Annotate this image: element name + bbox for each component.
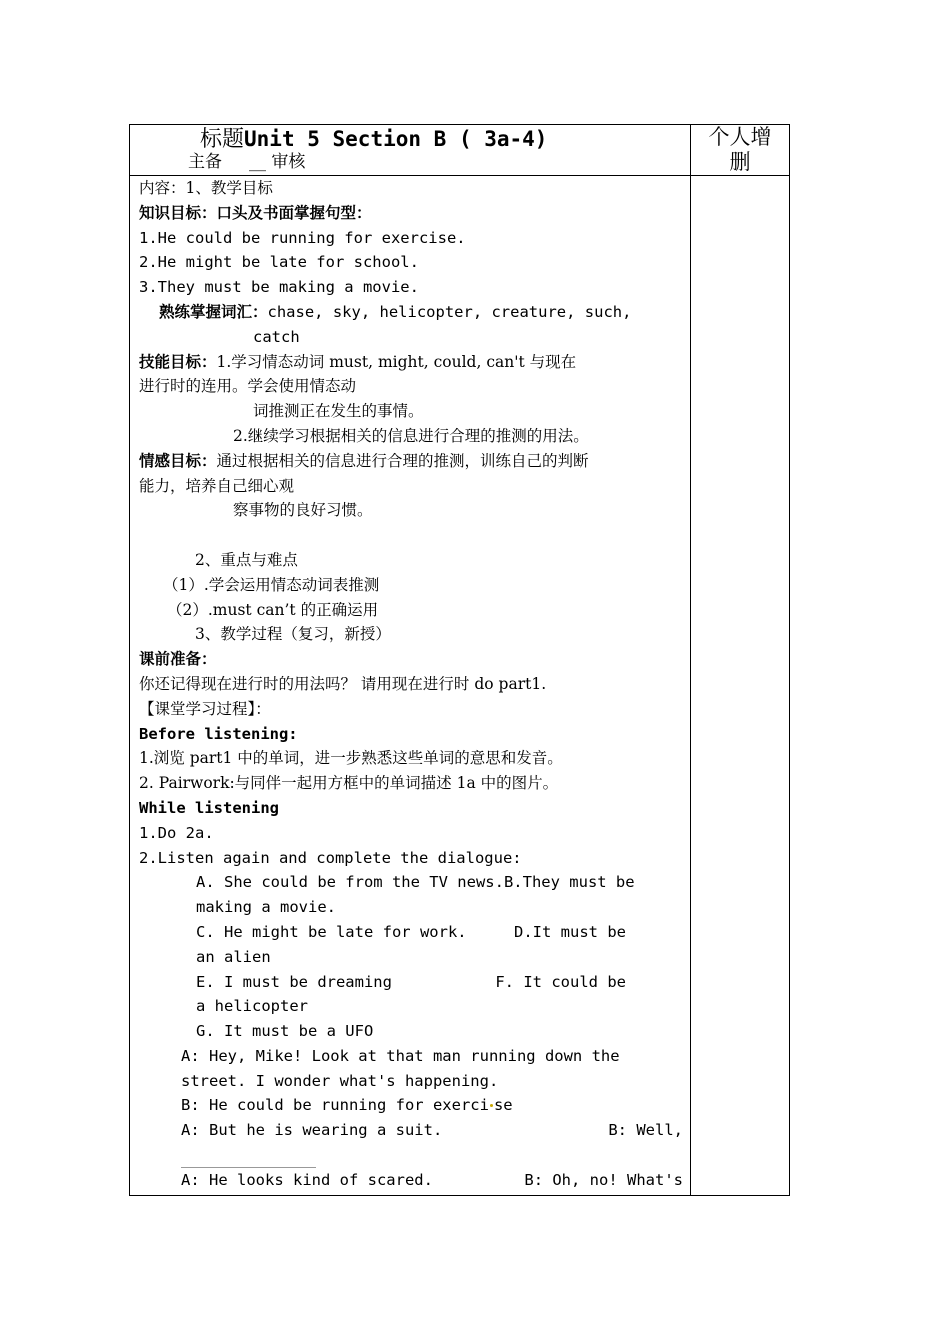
before-listening-2: 2. Pairwork:与同伴一起用方框中的单词描述 1a 中的图片。 (139, 774, 559, 793)
lesson-content (139, 176, 683, 1193)
dialogue-line-3-text: B: He could be running for exerci (181, 1096, 489, 1115)
dialogue-line-5-a: A: He looks kind of scared. (181, 1170, 433, 1189)
lesson-plan-table (129, 124, 790, 1196)
personal-edit-column-header (690, 125, 790, 175)
class-process-heading: 【课堂学习过程】： (139, 699, 271, 718)
answer-blank[interactable] (181, 1151, 316, 1168)
while-listening-2: 2.Listen again and complete the dialogue: (139, 848, 522, 867)
vocabulary-words-cont: catch (253, 327, 300, 346)
dialogue-line-3-end: se (493, 1096, 513, 1115)
option-e-f (139, 970, 626, 995)
option-d-cont: an alien (196, 947, 271, 966)
dialogue-line-2: street. I wonder what's happening. (181, 1071, 499, 1090)
sentence-3: 3.They must be making a movie. (139, 278, 419, 297)
emotion-goal-line (139, 449, 683, 474)
content-heading: 内容：1、教学目标 (139, 179, 273, 197)
dialogue-line-5 (139, 1168, 683, 1193)
skill-goal-label: 技能目标： (139, 351, 217, 371)
option-a: A. She could be from the TV news. (196, 873, 504, 892)
key-points-heading: 2、重点与难点 (195, 550, 298, 569)
skill-goal-cont-2: 词推测正在发生的事情。 (253, 402, 424, 421)
dialogue-blank-line (139, 1143, 683, 1168)
option-c-d (139, 920, 626, 945)
sentence-1: 1.He could be running for exercise. (139, 228, 466, 247)
dialogue-line-4-b: B: Well, (608, 1121, 683, 1140)
blank-line (139, 523, 683, 548)
column-divider (690, 125, 691, 1195)
skill-goal-2: 2.继续学习根据相关的信息进行合理的推测的用法。 (233, 426, 589, 445)
before-listening-heading: Before listening: (139, 724, 298, 743)
option-f-cont: a helicopter (196, 997, 308, 1016)
dialogue-line-3 (139, 1093, 683, 1118)
option-d: D.It must be (514, 922, 626, 941)
dialogue-line-5-b: B: Oh, no! What's (524, 1170, 683, 1189)
option-e: E. I must be dreaming (196, 972, 392, 991)
emotion-goal-cont-2: 察事物的良好习惯。 (233, 501, 373, 520)
while-listening-heading: While listening (139, 798, 279, 817)
side-label-line-1: 个人增 (708, 125, 772, 149)
option-b-cont: making a movie. (196, 898, 336, 917)
process-heading: 3、教学过程（复习，新授） (195, 625, 391, 644)
key-point-1: （1）.学会运用情态动词表推测 (163, 575, 380, 594)
title-prefix: 标题 (200, 127, 245, 152)
dialogue-line-4 (139, 1118, 683, 1143)
dialogue-line-4-a: A: But he is wearing a suit. (181, 1121, 443, 1140)
preparation-question: 你还记得现在进行时的用法吗？ 请用现在进行时 do part1. (139, 674, 547, 693)
side-label-line-2: 删 (729, 150, 751, 174)
option-g: G. It must be a UFO (196, 1022, 374, 1041)
vocabulary-line (139, 300, 683, 325)
page-title (200, 125, 547, 154)
key-point-2: （2）.must can’t 的正确运用 (167, 600, 379, 619)
before-listening-1: 1.浏览 part1 中的单词，进一步熟悉这些单词的意思和发音。 (139, 749, 563, 768)
option-f: F. It could be (495, 972, 626, 991)
skill-goal-text: 1.学习情态动词 must, might, could, can't 与现在 (216, 352, 577, 371)
emotion-goal-cont-1: 能力，培养自己细心观 (139, 476, 295, 495)
vocabulary-label: 熟练掌握词汇： (159, 301, 268, 321)
marker-dot-icon (490, 1104, 493, 1107)
sentence-2: 2.He might be late for school. (139, 253, 419, 272)
dialogue-line-1: A: Hey, Mike! Look at that man running down the (181, 1046, 620, 1065)
emotion-goal-label: 情感目标： (139, 450, 217, 470)
skill-goal-line (139, 350, 683, 375)
while-listening-1: 1.Do 2a. (139, 823, 214, 842)
author-reviewer-line: 主备 __ 审核 (188, 152, 306, 172)
option-c: C. He might be late for work. (196, 922, 467, 941)
option-a-b (139, 870, 635, 895)
emotion-goal-text: 通过根据相关的信息进行合理的推测，训练自己的判断 (216, 451, 589, 470)
vocabulary-words: chase, sky, helicopter, creature, such, (267, 302, 632, 321)
knowledge-goal: 知识目标：口头及书面掌握句型： (139, 202, 372, 222)
skill-goal-cont-1: 进行时的连用。学会使用情态动 (139, 377, 357, 396)
option-b: B.They must be (503, 873, 635, 892)
title-main: Unit 5 Section B ( 3a-4) (244, 127, 548, 151)
preparation-heading: 课前准备： (139, 649, 217, 669)
